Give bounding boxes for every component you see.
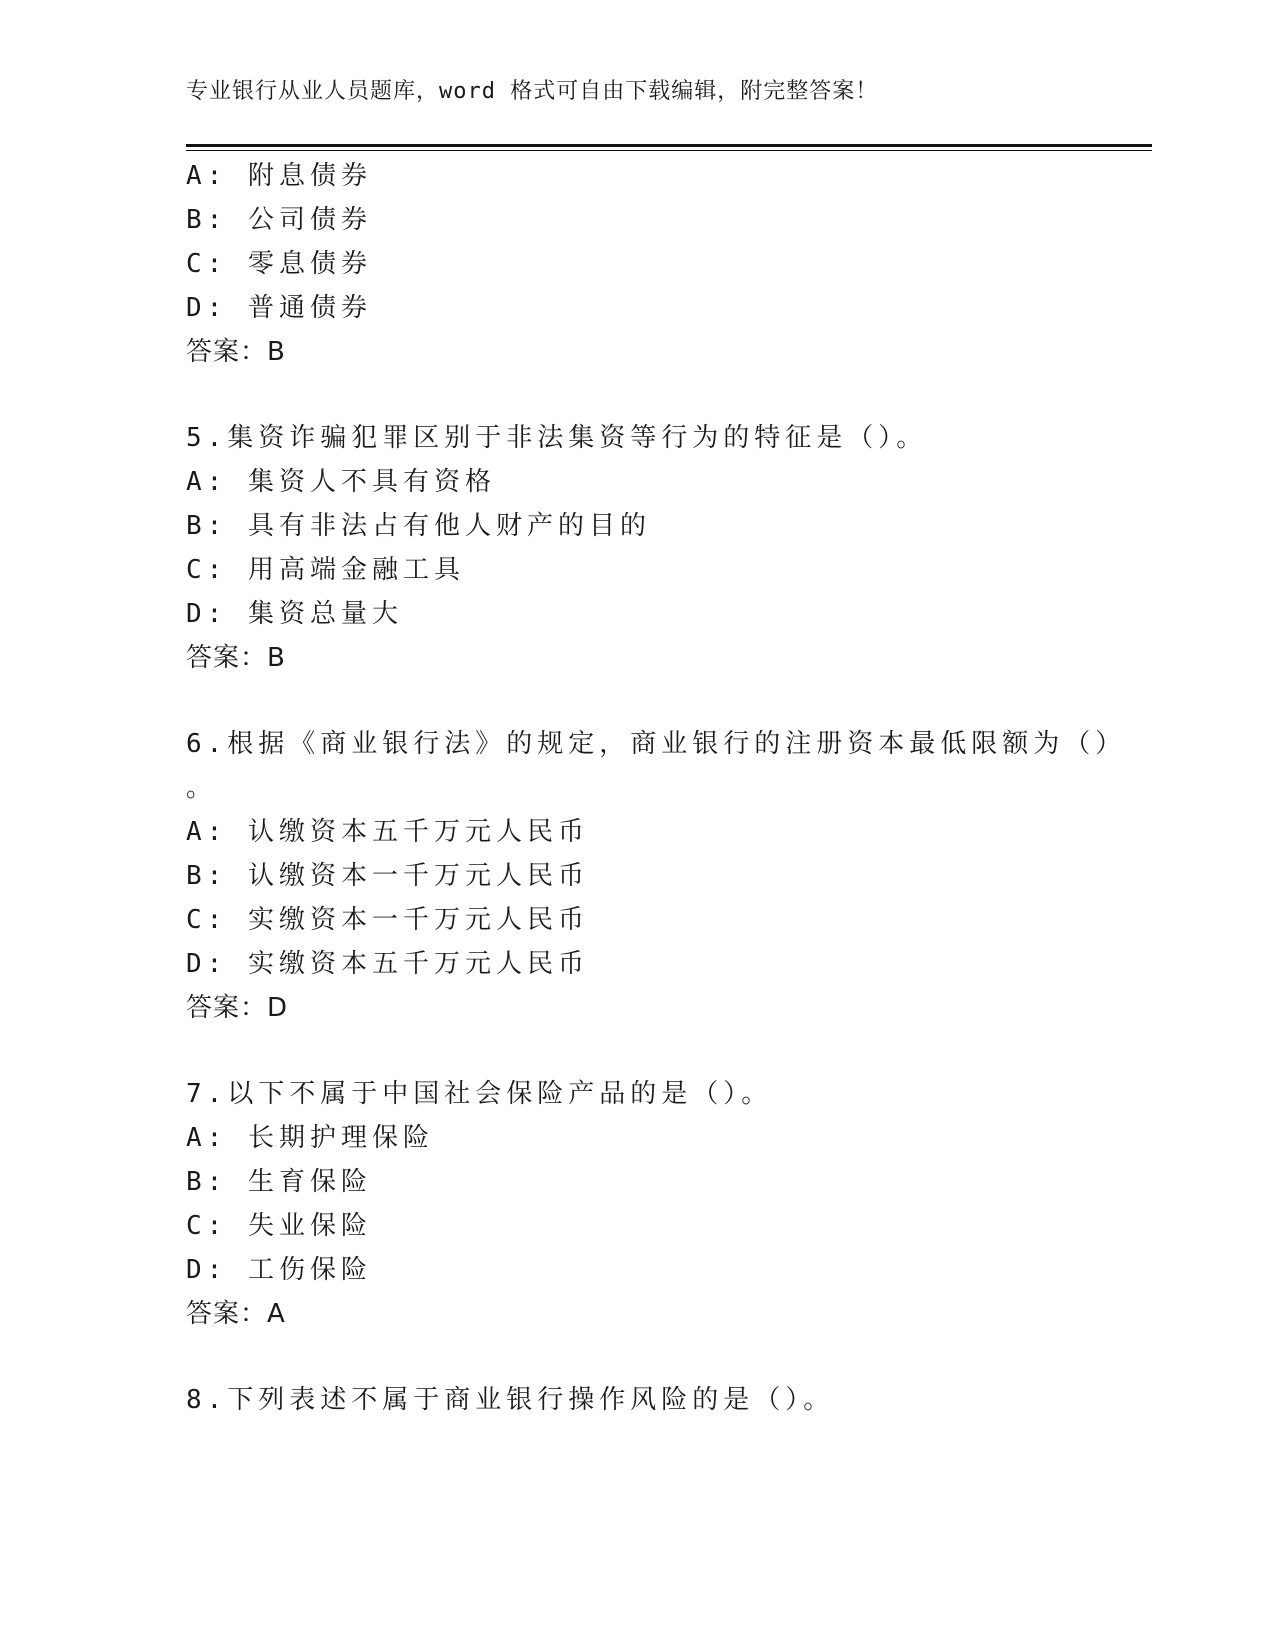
header-rule-thin: [186, 150, 1152, 151]
answer: 答案：B: [186, 337, 286, 367]
question-5: 5.集资诈骗犯罪区别于非法集资等行为的特征是（）。: [186, 423, 928, 453]
answer: 答案：B: [186, 643, 286, 673]
option-a: A: 集资人不具有资格: [186, 467, 496, 497]
option-c: C: 零息债券: [186, 249, 372, 279]
question-6-continuation: 。: [186, 773, 218, 803]
option-d: D: 实缴资本五千万元人民币: [186, 949, 589, 979]
question-7: 7.以下不属于中国社会保险产品的是（）。: [186, 1079, 773, 1109]
option-c: C: 失业保险: [186, 1211, 372, 1241]
option-d: D: 工伤保险: [186, 1255, 372, 1285]
answer: 答案：D: [186, 993, 289, 1023]
option-b: B: 生育保险: [186, 1167, 372, 1197]
question-8: 8.下列表述不属于商业银行操作风险的是（）。: [186, 1385, 835, 1415]
option-a: A: 认缴资本五千万元人民币: [186, 817, 589, 847]
option-d: D: 集资总量大: [186, 599, 403, 629]
answer: 答案：A: [186, 1299, 286, 1329]
option-a: A: 附息债券: [186, 161, 372, 191]
page-header: 专业银行从业人员题库，word 格式可自由下载编辑，附完整答案！: [186, 79, 879, 104]
option-d: D: 普通债券: [186, 293, 372, 323]
header-rule-thick: [186, 144, 1152, 147]
question-6: 6.根据《商业银行法》的规定，商业银行的注册资本最低限额为（）: [186, 729, 1127, 759]
option-c: C: 实缴资本一千万元人民币: [186, 905, 589, 935]
option-b: B: 公司债券: [186, 205, 372, 235]
option-c: C: 用高端金融工具: [186, 555, 465, 585]
option-b: B: 具有非法占有他人财产的目的: [186, 511, 651, 541]
option-a: A: 长期护理保险: [186, 1123, 434, 1153]
option-b: B: 认缴资本一千万元人民币: [186, 861, 589, 891]
